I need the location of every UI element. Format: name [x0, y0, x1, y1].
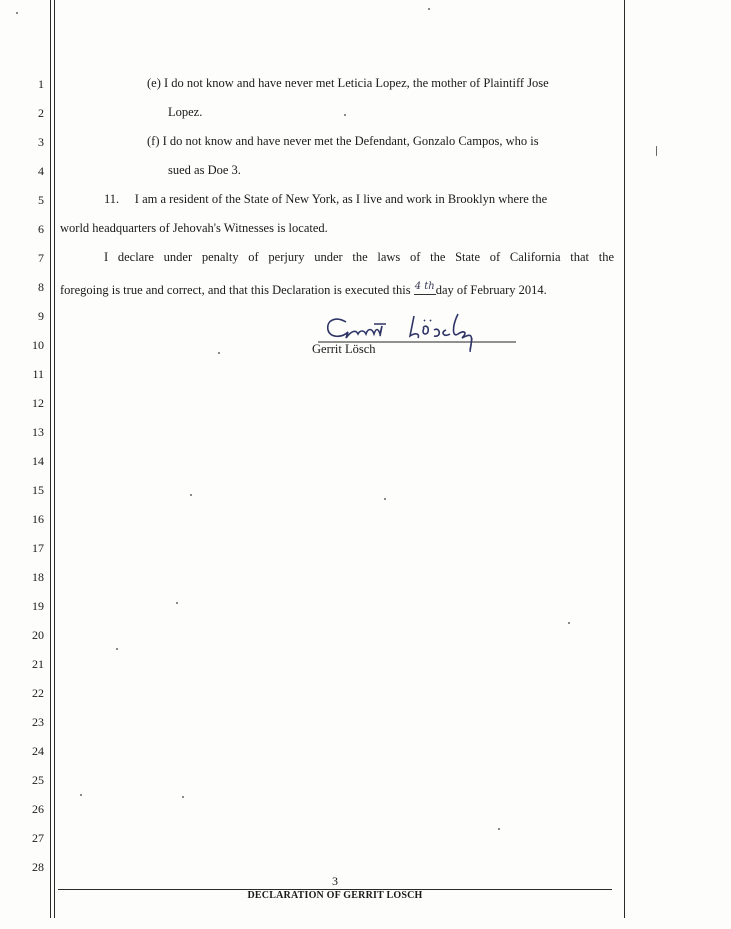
scan-speck	[498, 828, 500, 830]
line-number: 12	[32, 396, 44, 410]
scan-speck	[384, 498, 386, 500]
declaration-text-pre: foregoing is true and correct, and that this Declaration is executed this	[60, 283, 411, 297]
line-number: 7	[38, 251, 44, 265]
line-number: 19	[32, 599, 44, 613]
line-number: 28	[32, 860, 44, 874]
line-number: 14	[32, 454, 44, 468]
scan-speck	[428, 8, 430, 10]
line-number: 23	[32, 715, 44, 729]
line-number: 2	[38, 106, 44, 120]
line-number: 16	[32, 512, 44, 526]
scan-speck	[176, 602, 178, 604]
line-number: 6	[38, 222, 44, 236]
scan-speck	[190, 494, 192, 496]
line-number: 3	[38, 135, 44, 149]
line-number: 1	[38, 77, 44, 91]
line-number: 5	[38, 193, 44, 207]
line-number: 25	[32, 773, 44, 787]
paragraph-f-line-1: (f) I do not know and have never met the Defendant, Gonzalo Campos, who is	[147, 134, 539, 148]
paragraph-11-line-1: 11. I am a resident of the State of New York, as I live and work in Brooklyn where the	[104, 192, 548, 206]
scan-speck	[218, 352, 220, 354]
line-number: 15	[32, 483, 44, 497]
line-number: 17	[32, 541, 44, 555]
line-number: 9	[38, 309, 44, 323]
line-number: 27	[32, 831, 44, 845]
line-number: 4	[38, 164, 44, 178]
scan-speck	[568, 622, 570, 624]
scan-speck	[16, 12, 18, 14]
line-number: 13	[32, 425, 44, 439]
scan-speck	[80, 794, 82, 796]
line-number: 24	[32, 744, 44, 758]
paragraph-11-line-2: world headquarters of Jehovah's Witnesses is located.	[60, 221, 328, 235]
line-number: 26	[32, 802, 44, 816]
paragraph-e-line-2: Lopez.	[168, 105, 203, 119]
line-number: 18	[32, 570, 44, 584]
line-number: 10	[32, 338, 44, 352]
declaration-line-1: I declare under penalty of perjury under the laws of the State of California that the	[104, 250, 614, 264]
left-margin-rule-inner	[54, 0, 55, 918]
line-number: 11	[32, 367, 44, 381]
scan-speck	[182, 796, 184, 798]
line-number: 8	[38, 280, 44, 294]
paragraph-e-line-1: (e) I do not know and have never met Leticia Lopez, the mother of Plaintiff Jose	[147, 76, 549, 90]
line-number: 22	[32, 686, 44, 700]
line-number: 20	[32, 628, 44, 642]
left-margin-rule	[50, 0, 51, 918]
declaration-line-2	[60, 279, 547, 298]
handwritten-day-fill: 4 th	[414, 279, 436, 295]
right-margin-rule	[624, 0, 625, 918]
line-number: 21	[32, 657, 44, 671]
scan-speck	[656, 146, 657, 156]
printed-signer-name: Gerrit Lösch	[312, 342, 376, 356]
scan-speck	[116, 648, 118, 650]
scan-speck	[344, 114, 346, 116]
footer-title: DECLARATION OF GERRIT LOSCH	[247, 890, 423, 901]
page-number: 3	[332, 874, 338, 888]
declaration-text-post: day of February 2014.	[435, 283, 547, 297]
paragraph-f-line-2: sued as Doe 3.	[168, 163, 241, 177]
